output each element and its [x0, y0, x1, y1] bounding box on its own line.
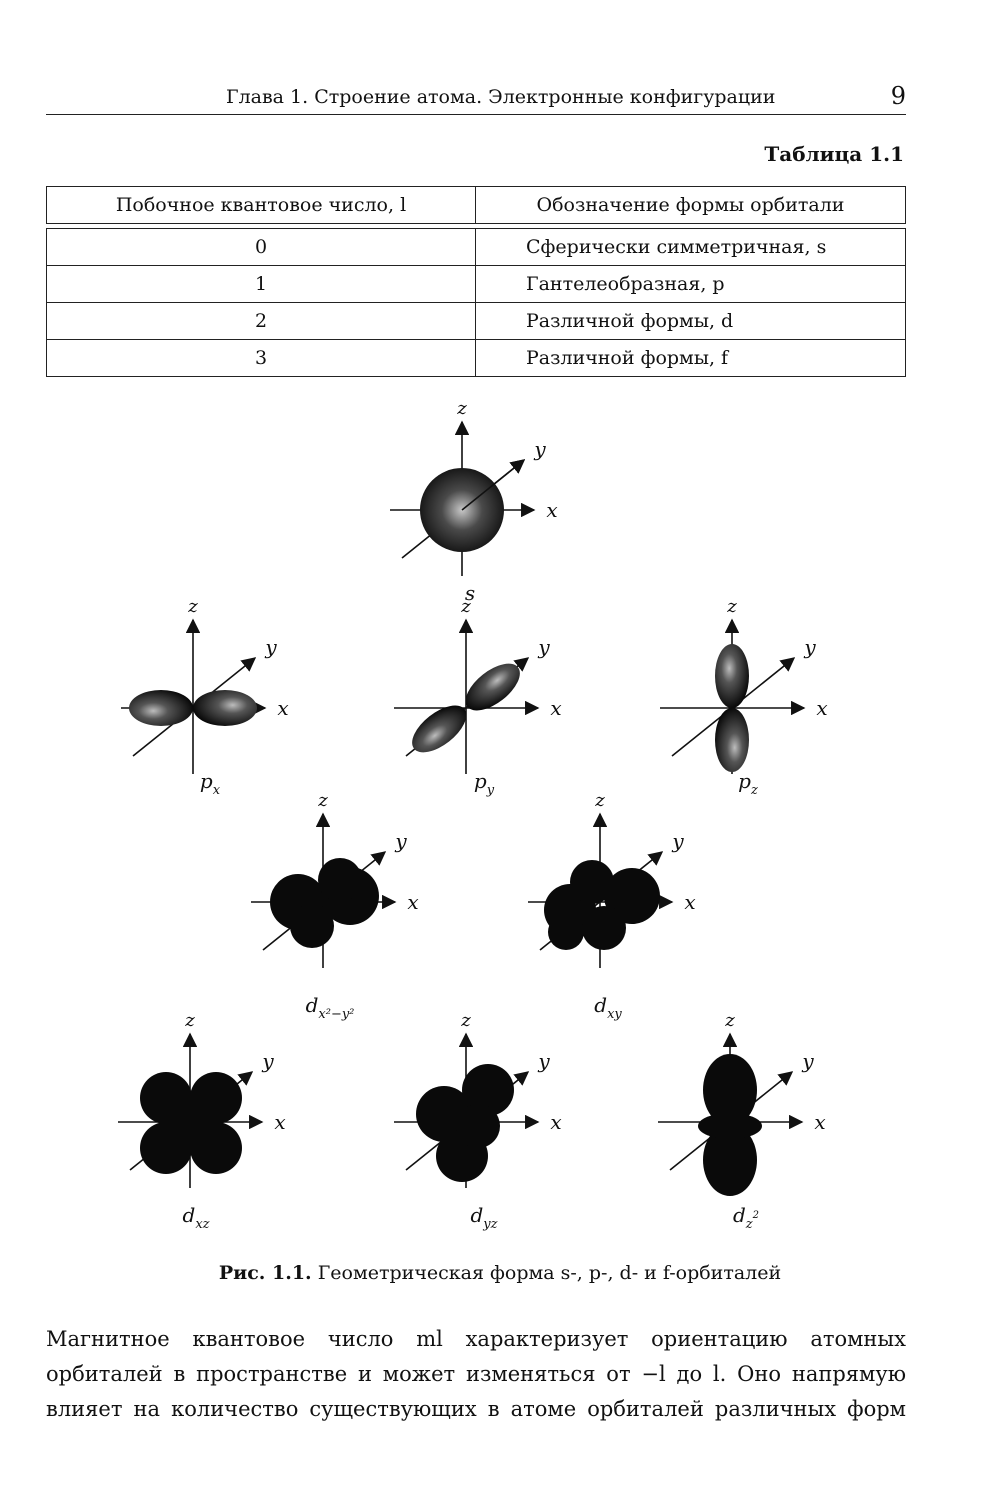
table-cell: 3 — [47, 340, 476, 377]
axis-label-x: x — [274, 1110, 286, 1134]
axis-label-z: z — [595, 790, 605, 811]
axis-label-z: z — [725, 1010, 735, 1031]
orbital-dz2 — [658, 1010, 826, 1232]
table-caption: Таблица 1.1 — [764, 142, 904, 166]
table-cell: Сферически симметричная, s — [476, 229, 906, 266]
table-row — [47, 340, 906, 377]
table-cell: 1 — [47, 266, 476, 303]
axis-label-z: z — [727, 596, 737, 617]
axis-label-y: y — [538, 1049, 550, 1073]
figure-caption-text: Геометрическая форма s-, p-, d- и f-орбиталей — [311, 1262, 782, 1284]
axis-label-y: y — [265, 635, 277, 659]
axis-label-z: z — [457, 400, 467, 419]
paragraph-line: Магнитное квантовое число ml характеризует ориентацию атомных — [46, 1327, 906, 1351]
table-row — [47, 303, 906, 340]
orbital-s — [390, 400, 558, 605]
quantum-number-table — [46, 186, 906, 377]
axis-label-y: y — [802, 1049, 814, 1073]
orbital-lobe — [456, 1104, 500, 1148]
axis-label-z: z — [185, 1010, 195, 1031]
axis-label-y: y — [534, 437, 546, 461]
axis-label-x: x — [814, 1110, 826, 1134]
axis-label-x: x — [550, 696, 562, 720]
axis-label-y: y — [672, 829, 684, 853]
orbital-py — [394, 596, 562, 798]
orbital-lobe — [570, 860, 614, 904]
orbital-lobe — [458, 655, 528, 720]
chapter-title: Глава 1. Строение атома. Электронные конфигурации — [226, 86, 776, 108]
orbital-label: s — [464, 581, 476, 605]
orbital-label: $p_x$ — [199, 769, 221, 798]
axis-label-z: z — [188, 596, 198, 617]
orbital-lobe — [193, 690, 257, 726]
table-cell: Гантелеобразная, p — [476, 266, 906, 303]
axis-label-x: x — [277, 696, 289, 720]
orbital-torus — [698, 1113, 762, 1139]
orbital-lobe — [318, 858, 362, 902]
table-cell: Различной формы, f — [476, 340, 906, 377]
paragraph-line: орбиталей в пространстве и может изменяться от −l до l. Оно напрямую — [46, 1362, 906, 1386]
axis-label-z: z — [461, 1010, 471, 1031]
orbital-lobe — [404, 697, 474, 762]
orbital-label: $d_z^2$ — [732, 1203, 760, 1232]
axis-label-y: y — [262, 1049, 274, 1073]
axis-label-z: z — [318, 790, 328, 811]
figure-number: Рис. 1.1. — [218, 1262, 312, 1284]
axis-label-x: x — [684, 890, 696, 914]
axis-label-y: y — [395, 829, 407, 853]
column-header: Побочное квантовое число, l — [47, 187, 476, 224]
orbital-lobe — [290, 904, 334, 948]
table-cell: 2 — [47, 303, 476, 340]
orbital-dxy — [528, 790, 696, 1022]
axis-label-x: x — [546, 498, 558, 522]
orbital-pz — [660, 596, 828, 798]
axis-label-x: x — [407, 890, 419, 914]
orbital-label: $d_{xy}$ — [594, 993, 622, 1022]
orbital-lobe — [548, 914, 584, 950]
orbital-lobe — [129, 690, 193, 726]
axis-label-x: x — [550, 1110, 562, 1134]
table-cell: Различной формы, d — [476, 303, 906, 340]
orbital-label: $p_z$ — [738, 769, 758, 798]
orbital-label: $d_{yz}$ — [470, 1203, 498, 1232]
orbital-label: $d_{x^2-y^2}$ — [305, 993, 355, 1022]
orbital-px — [121, 596, 289, 798]
orbital-figure — [0, 400, 1000, 1250]
axis-label-y: y — [538, 635, 550, 659]
figure-caption — [0, 1262, 1000, 1284]
column-header: Обозначение формы орбитали — [476, 187, 906, 224]
table-cell: 0 — [47, 229, 476, 266]
table-header-row — [47, 187, 906, 224]
table-row — [47, 229, 906, 266]
orbital-dyz — [394, 1010, 562, 1232]
page-number: 9 — [890, 82, 906, 110]
body-paragraph — [46, 1322, 906, 1427]
axis-label-z: z — [461, 596, 471, 617]
axis-label-x: x — [816, 696, 828, 720]
paragraph-line: влияет на количество существующих в атоме орбиталей различных форм — [46, 1397, 906, 1421]
running-header — [46, 82, 906, 115]
orbital-dxz — [118, 1010, 286, 1232]
table-row — [47, 266, 906, 303]
orbital-lobe — [715, 644, 749, 708]
orbital-lobe — [582, 906, 626, 950]
orbital-label: $p_y$ — [473, 769, 495, 798]
axis-label-y: y — [804, 635, 816, 659]
orbital-dx2y2 — [251, 790, 419, 1022]
orbital-label: $d_{xz}$ — [182, 1203, 210, 1232]
orbital-lobe — [715, 708, 749, 772]
